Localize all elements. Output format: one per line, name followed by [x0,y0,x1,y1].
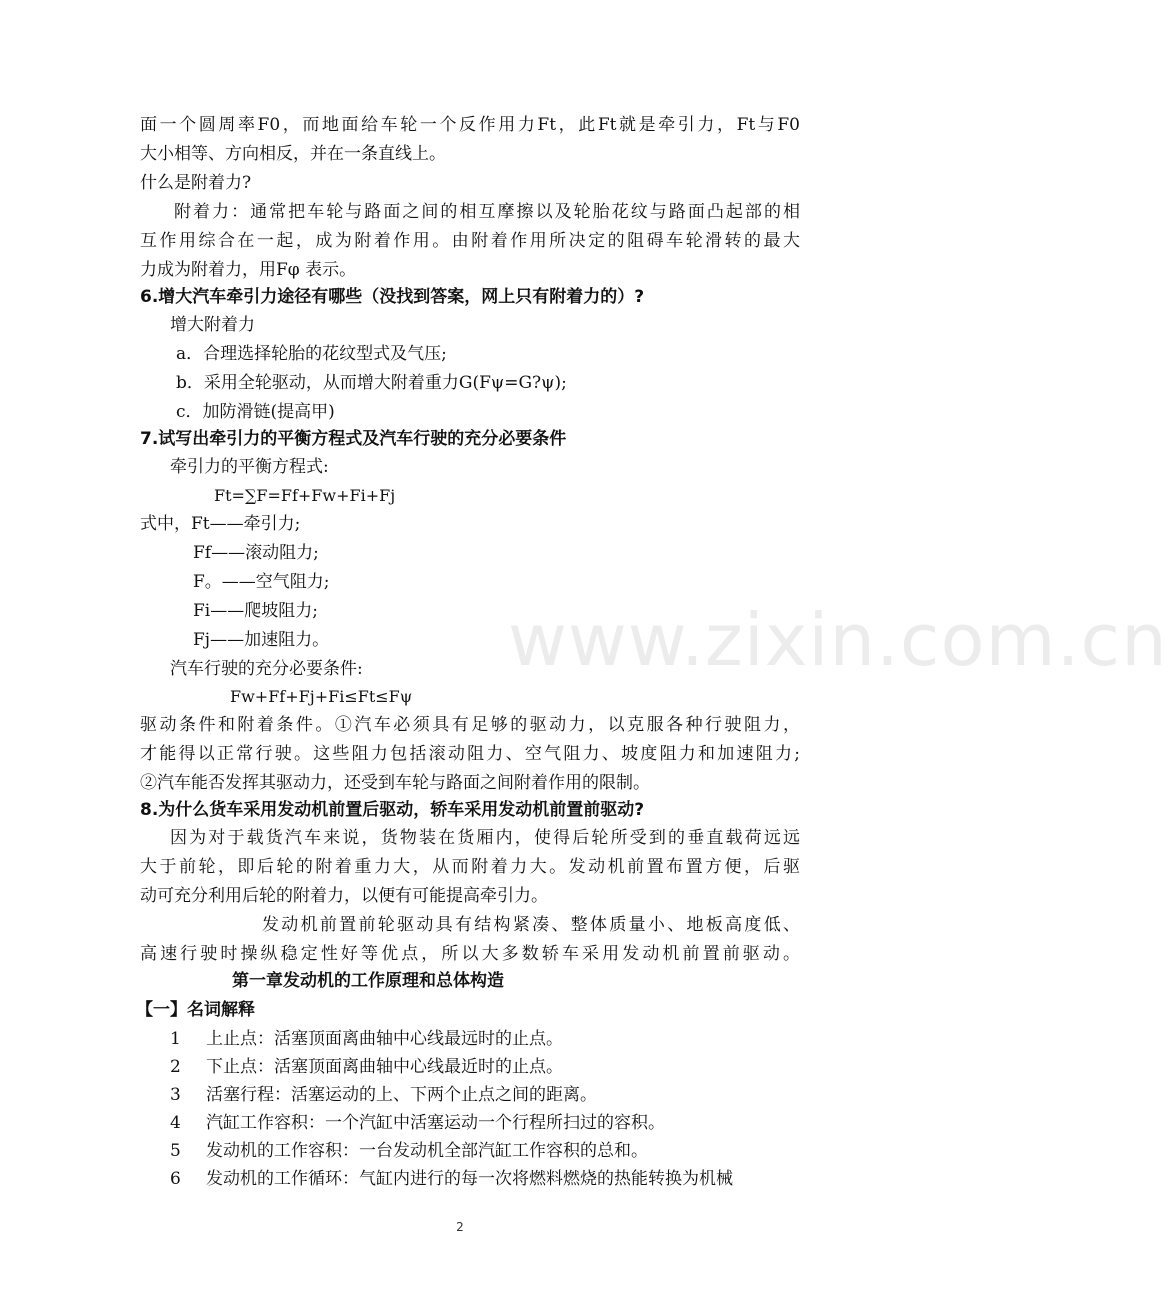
equation: Ft=∑F=Ff+Fw+Fi+Fj [214,486,396,505]
paragraph-line: 面一个圆周率F0，而地面给车轮一个反作用力Ft，此Ft就是牵引力，Ft与F0 [140,115,800,135]
paragraph-line: 大小相等、方向相反，并在一条直线上。 [140,144,446,164]
list-item: a．合理选择轮胎的花纹型式及气压; [176,344,447,364]
term-item [170,1168,800,1190]
paragraph-line: 才能得以正常行驶。这些阻力包括滚动阻力、空气阻力、坡度阻力和加速阻力; [140,744,800,764]
term-text: 发动机的工作容积：一台发动机全部汽缸工作容积的总和。 [206,1141,648,1161]
term-item [170,1140,800,1162]
term-text: 上止点：活塞顶面离曲轴中心线最远时的止点。 [206,1029,563,1049]
list-item: b．采用全轮驱动，从而增大附着重力G(Fψ=G?ψ); [176,373,567,393]
definition-line: Ff——滚动阻力; [193,543,319,563]
equation: Fw+Ff+Fj+Fi≤Ft≤Fψ [230,687,413,706]
paragraph-line: 动可充分利用后轮的附着力，以便有可能提高牵引力。 [140,886,548,906]
term-item [170,1084,800,1106]
definition-line: Fi——爬坡阻力; [193,601,318,621]
paragraph-line: 附着力：通常把车轮与路面之间的相互摩擦以及轮胎花纹与路面凸起部的相 [174,202,800,222]
chapter-title: 第一章发动机的工作原理和总体构造 [232,971,504,991]
term-number: 3 [170,1085,181,1105]
term-number: 1 [170,1029,181,1049]
list-item: c．加防滑链(提高甲) [176,402,335,422]
page-number: 2 [456,1220,464,1234]
paragraph-line: 汽车行驶的充分必要条件: [170,659,363,679]
question-heading-7: 7.试写出牵引力的平衡方程式及汽车行驶的充分必要条件 [140,429,567,449]
paragraph-line: 高速行驶时操纵稳定性好等优点，所以大多数轿车采用发动机前置前驱动。 [140,944,800,964]
paragraph-line: ②汽车能否发挥其驱动力，还受到车轮与路面之间附着作用的限制。 [140,773,650,793]
paragraph-line: 牵引力的平衡方程式: [170,457,329,477]
term-text: 下止点：活塞顶面离曲轴中心线最近时的止点。 [206,1057,563,1077]
paragraph-line: 大于前轮，即后轮的附着重力大，从而附着力大。发动机前置布置方便，后驱 [140,857,800,877]
term-item [170,1056,800,1078]
paragraph-line: 因为对于载货汽车来说，货物装在货厢内，使得后轮所受到的垂直载荷远远 [170,828,800,848]
term-text: 发动机的工作循环：气缸内进行的每一次将燃料燃烧的热能转换为机械 [206,1169,733,1189]
paragraph-line: 力成为附着力，用Fφ 表示。 [140,260,357,280]
paragraph-line: 驱动条件和附着条件。①汽车必须具有足够的驱动力，以克服各种行驶阻力， [140,715,800,735]
term-number: 5 [170,1141,181,1161]
term-item [170,1112,800,1134]
list-intro: 增大附着力 [170,315,255,335]
section-heading: 【一】名词解释 [136,1000,255,1020]
paragraph-line: 互作用综合在一起，成为附着作用。由附着作用所决定的阻碍车轮滑转的最大 [140,231,800,251]
definition-line: Fj——加速阻力。 [193,630,330,650]
term-number: 6 [170,1169,181,1189]
watermark: www.zixin.com.cn [508,598,1168,682]
paragraph-line: 发动机前置前轮驱动具有结构紧凑、整体质量小、地板高度低、 [262,915,800,935]
term-text: 活塞行程：活塞运动的上、下两个止点之间的距离。 [206,1085,597,1105]
term-item [170,1028,800,1050]
question-heading: 什么是附着力? [140,173,252,193]
term-number: 4 [170,1113,181,1133]
question-heading-8: 8.为什么货车采用发动机前置后驱动，轿车采用发动机前置前驱动? [140,800,645,820]
definition-line: F。——空气阻力; [193,572,330,592]
term-text: 汽缸工作容积：一个汽缸中活塞运动一个行程所扫过的容积。 [206,1113,665,1133]
question-heading-6: 6.增大汽车牵引力途径有哪些（没找到答案，网上只有附着力的）? [140,287,645,307]
definition-line: 式中，Ft——牵引力; [140,514,301,534]
term-number: 2 [170,1057,181,1077]
